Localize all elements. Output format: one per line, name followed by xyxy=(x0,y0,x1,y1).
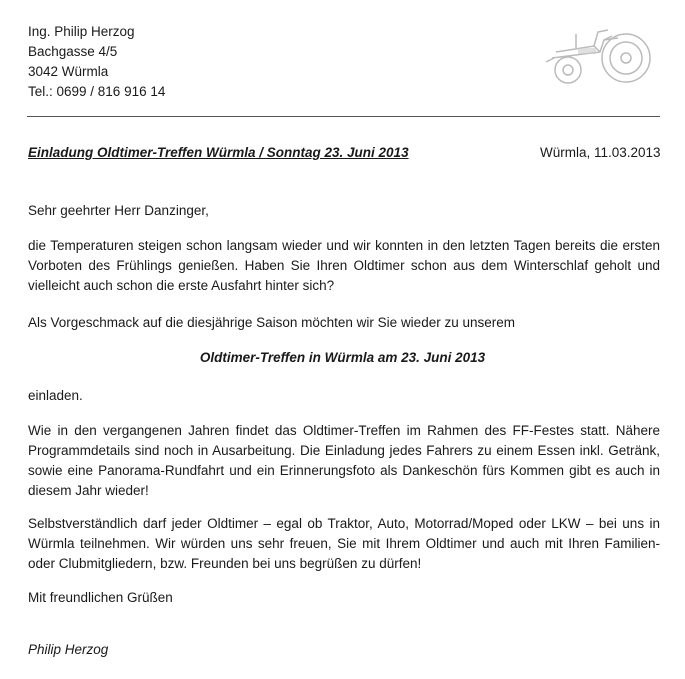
paragraph-participation: Selbstverständlich darf jeder Oldtimer – egal ob Traktor, Auto, Motorrad/Moped oder LKW – bei uns in Würmla teilnehmen. Wir würden uns sehr freuen, Sie mit Ihrem Oldtimer und auch mit Ihren Familien- oder Clubmitgliedern, bzw. Freunden bei uns begrüßen zu dürfen! xyxy=(28,516,660,571)
sender-phone: Tel.: 0699 / 816 916 14 xyxy=(28,84,166,99)
sender-address-block xyxy=(28,22,165,102)
letter-salutation: Sehr geehrter Herr Danzinger, xyxy=(28,203,209,218)
letter-closing: Mit freundlichen Grüßen xyxy=(28,590,173,605)
paragraph-einladen: einladen. xyxy=(28,388,83,403)
sender-street: Bachgasse 4/5 xyxy=(28,44,118,59)
paragraph-invitation-lead: Als Vorgeschmack auf die diesjährige Saison möchten wir Sie wieder zu unserem xyxy=(28,315,515,330)
paragraph-program: Wie in den vergangenen Jahren findet das Oldtimer-Treffen im Rahmen des FF-Festes statt. Nähere Programmdetails sind noch in Ausarbeitung. Die Einladung jedes Fahrers zu einem Essen inkl. Getränk, sowie eine Panorama-Rundfahrt und ein Erinnerungsfoto als Dankeschön fürs Kommen gibt es auch in diesem Jahr wieder! xyxy=(28,423,660,498)
event-title: Oldtimer-Treffen in Würmla am 23. Juni 2013 xyxy=(199,350,486,365)
sender-name: Ing. Philip Herzog xyxy=(28,24,135,39)
letter-subject: Einladung Oldtimer-Treffen Würmla / Sonntag 23. Juni 2013 xyxy=(28,145,409,160)
sender-city: 3042 Würmla xyxy=(28,64,109,79)
header-divider xyxy=(27,116,660,117)
letter-date: Würmla, 11.03.2013 xyxy=(540,145,661,160)
paragraph-intro: die Temperaturen steigen schon langsam wieder und wir konnten in den letzten Tagen bereits die ersten Vorboten des Frühlings genießen. Haben Sie Ihren Oldtimer schon aus dem Winterschlaf geholt und vielleicht auch schon die erste Ausfahrt hinter sich? xyxy=(28,238,660,293)
letter-signature: Philip Herzog xyxy=(28,642,109,657)
tractor-icon xyxy=(538,18,656,92)
